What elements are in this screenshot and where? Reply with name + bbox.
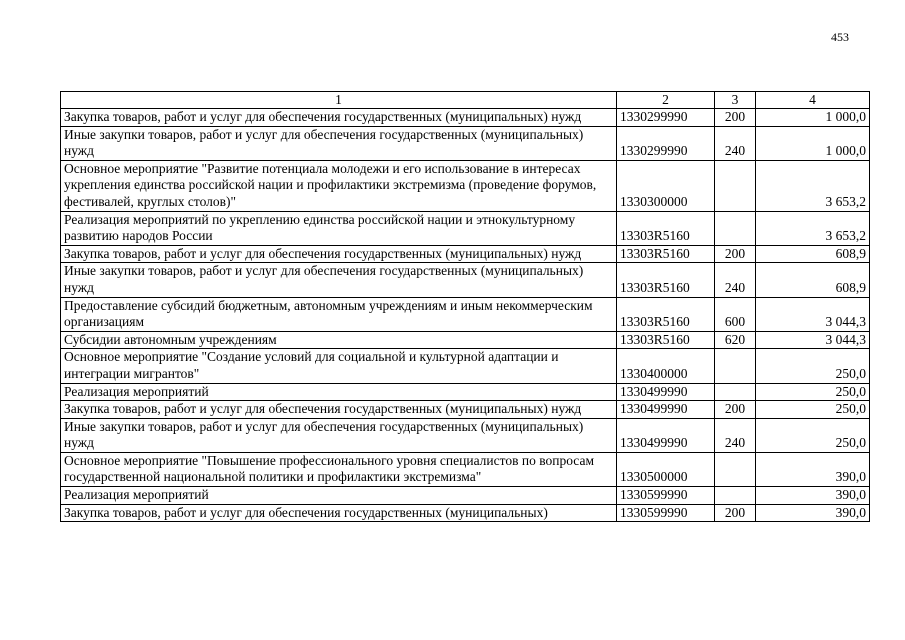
page-number: 453 xyxy=(831,30,849,44)
row-type-cell xyxy=(715,349,756,383)
row-name-cell: Закупка товаров, работ и услуг для обеспечения государственных (муниципальных) нужд xyxy=(61,401,617,419)
row-amount-cell: 608,9 xyxy=(756,263,870,297)
row-code-cell: 1330599990 xyxy=(617,504,715,522)
row-name-cell: Иные закупки товаров, работ и услуг для обеспечения государственных (муниципальных) нужд xyxy=(61,418,617,452)
row-code-cell: 1330300000 xyxy=(617,160,715,211)
table-row xyxy=(61,383,870,401)
budget-table xyxy=(60,91,870,522)
row-amount-cell: 1 000,0 xyxy=(756,109,870,127)
row-name-cell: Закупка товаров, работ и услуг для обеспечения государственных (муниципальных) xyxy=(61,504,617,522)
row-type-cell: 200 xyxy=(715,401,756,419)
row-type-cell: 200 xyxy=(715,504,756,522)
row-code-cell: 1330299990 xyxy=(617,109,715,127)
table-row xyxy=(61,245,870,263)
row-code-cell: 1330499990 xyxy=(617,401,715,419)
header-col-3: 3 xyxy=(715,92,756,109)
row-name-cell: Иные закупки товаров, работ и услуг для обеспечения государственных (муниципальных) нужд xyxy=(61,263,617,297)
row-amount-cell: 390,0 xyxy=(756,504,870,522)
row-code-cell: 1330499990 xyxy=(617,383,715,401)
table-row xyxy=(61,418,870,452)
table-row xyxy=(61,349,870,383)
table-row xyxy=(61,160,870,211)
row-name-cell: Реализация мероприятий xyxy=(61,487,617,505)
row-code-cell: 1330599990 xyxy=(617,487,715,505)
row-amount-cell: 1 000,0 xyxy=(756,126,870,160)
row-code-cell: 1330500000 xyxy=(617,452,715,486)
row-type-cell: 240 xyxy=(715,126,756,160)
table-row xyxy=(61,263,870,297)
row-amount-cell: 3 044,3 xyxy=(756,297,870,331)
row-amount-cell: 3 653,2 xyxy=(756,211,870,245)
row-name-cell: Субсидии автономным учреждениям xyxy=(61,331,617,349)
row-amount-cell: 250,0 xyxy=(756,349,870,383)
row-type-cell: 240 xyxy=(715,263,756,297)
row-name-cell: Реализация мероприятий по укреплению единства российской нации и этнокультурному развитию народов России xyxy=(61,211,617,245)
row-type-cell: 200 xyxy=(715,245,756,263)
row-name-cell: Основное мероприятие "Создание условий для социальной и культурной адаптации и интеграции мигрантов" xyxy=(61,349,617,383)
row-type-cell xyxy=(715,160,756,211)
table-row xyxy=(61,452,870,486)
header-col-4: 4 xyxy=(756,92,870,109)
row-code-cell: 1330299990 xyxy=(617,126,715,160)
table-row xyxy=(61,126,870,160)
table-body xyxy=(61,109,870,522)
row-type-cell: 240 xyxy=(715,418,756,452)
row-type-cell xyxy=(715,211,756,245)
row-type-cell xyxy=(715,452,756,486)
row-type-cell xyxy=(715,487,756,505)
row-amount-cell: 390,0 xyxy=(756,452,870,486)
table-row xyxy=(61,211,870,245)
row-type-cell: 600 xyxy=(715,297,756,331)
row-name-cell: Реализация мероприятий xyxy=(61,383,617,401)
row-amount-cell: 608,9 xyxy=(756,245,870,263)
table-row xyxy=(61,109,870,127)
row-amount-cell: 390,0 xyxy=(756,487,870,505)
row-type-cell: 620 xyxy=(715,331,756,349)
row-code-cell: 13303R5160 xyxy=(617,331,715,349)
table-header-row xyxy=(61,92,870,109)
row-amount-cell: 3 044,3 xyxy=(756,331,870,349)
row-code-cell: 13303R5160 xyxy=(617,263,715,297)
row-amount-cell: 250,0 xyxy=(756,418,870,452)
row-type-cell xyxy=(715,383,756,401)
row-name-cell: Иные закупки товаров, работ и услуг для обеспечения государственных (муниципальных) нужд xyxy=(61,126,617,160)
table-row xyxy=(61,331,870,349)
row-name-cell: Закупка товаров, работ и услуг для обеспечения государственных (муниципальных) нужд xyxy=(61,245,617,263)
row-name-cell: Закупка товаров, работ и услуг для обеспечения государственных (муниципальных) нужд xyxy=(61,109,617,127)
header-col-2: 2 xyxy=(617,92,715,109)
header-col-1: 1 xyxy=(61,92,617,109)
row-code-cell: 13303R5160 xyxy=(617,245,715,263)
row-amount-cell: 250,0 xyxy=(756,401,870,419)
table-row xyxy=(61,297,870,331)
row-code-cell: 1330400000 xyxy=(617,349,715,383)
row-type-cell: 200 xyxy=(715,109,756,127)
row-name-cell: Предоставление субсидий бюджетным, автономным учреждениям и иным некоммерческим организациям xyxy=(61,297,617,331)
row-code-cell: 13303R5160 xyxy=(617,297,715,331)
row-amount-cell: 3 653,2 xyxy=(756,160,870,211)
table-row xyxy=(61,401,870,419)
table-row xyxy=(61,487,870,505)
row-name-cell: Основное мероприятие "Развитие потенциала молодежи и его использование в интересах укрепления единства российской нации и профилактики экстремизма (проведение форумов, фестивалей, круглых столов)" xyxy=(61,160,617,211)
row-name-cell: Основное мероприятие "Повышение профессионального уровня специалистов по вопросам государственной национальной политики и профилактики экстремизма" xyxy=(61,452,617,486)
row-amount-cell: 250,0 xyxy=(756,383,870,401)
row-code-cell: 1330499990 xyxy=(617,418,715,452)
row-code-cell: 13303R5160 xyxy=(617,211,715,245)
table-row xyxy=(61,504,870,522)
